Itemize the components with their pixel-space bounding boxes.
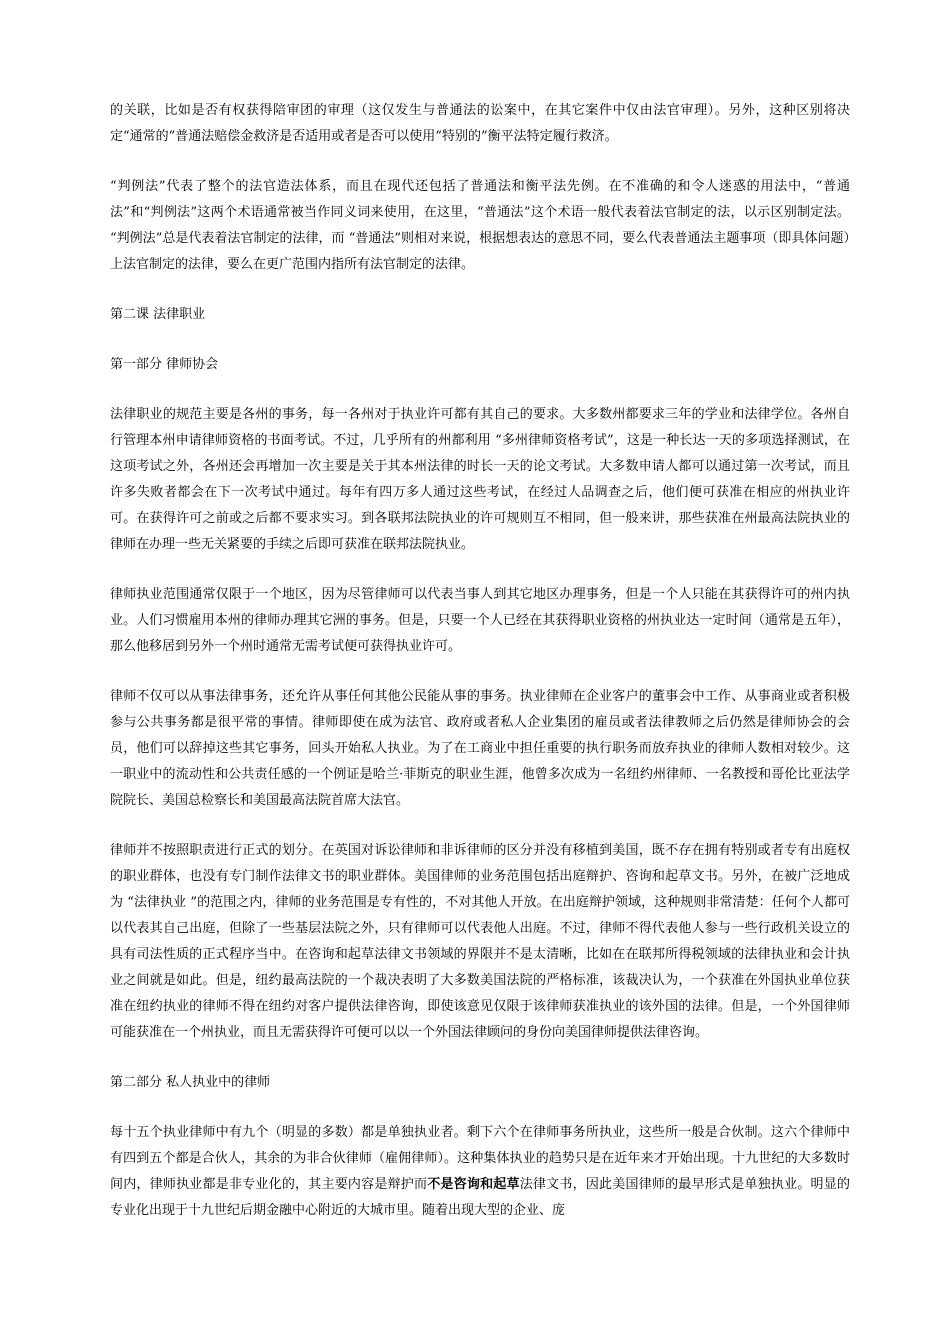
paragraph-jury-trial: 的关联，比如是否有权获得陪审团的审理（这仅发生与普通法的讼案中，在其它案件中仅由法官审理）。另外，这种区别将决定“通常的”普通法赔偿金救济是否适用或者是否可以使用“特别的”衡平法特定履行救济。 <box>110 103 850 144</box>
paragraph-licensing: 法律职业的规范主要是各州的事务，每一各州对于执业许可都有其自己的要求。大多数州都要求三年的学业和法律学位。各州自行管理本州申请律师资格的书面考试。不过，几乎所有的州都利用 “多州律师资格考试”，这是一种长达一天的多项选择测试，在这项考试之外，各州还会再增加一次主要是关于其本州法律的时长一天的论文考试。大多数申请人都可以通过第一次考试，而且许多失败者都会在下一次考试中通过。每年有四万多人通过这些考试，在经过人品调查之后，他们便可获准在相应的州执业许可。在获得许可之前或之后都不要求实习。到各联邦法院执业的许可规则互不相同，但一般来讲，那些获准在州最高法院执业的律师在办理一些无关紧要的手续之后即可获准在联邦法院执业。 <box>110 407 850 552</box>
paragraph-other-affairs: 律师不仅可以从事法律事务，还允许从事任何其他公民能从事的事务。执业律师在企业客户的董事会中工作、从事商业或者积极参与公共事务都是很平常的事情。律师即使在成为法官、政府或者私人企业集团的雇员或者法律教师之后仍然是律师协会的会员，他们可以辞掉这些其它事务，回头开始私人执业。为了在工商业中担任重要的执行职务而放弃执业的律师人数相对较少。这一职业中的流动性和公共责任感的一个例证是哈兰·菲斯克的职业生涯，他曾多次成为一名纽约州律师、一名教授和哥伦比亚法学院院长、美国总检察长和美国最高法院首席大法官。 <box>110 689 850 808</box>
text-run: 法律文书，因此美国律师的最早形式是单独执业。明显的专业化出现于十九世纪后期金融中心附近的大城市里。随着出现大型的企业、庞 <box>110 1177 850 1218</box>
paragraph-solo-practitioners <box>110 1120 850 1224</box>
lesson-heading: 第二课 法律职业 <box>110 307 206 322</box>
section-heading-bar: 第一部分 律师协会 <box>110 357 219 372</box>
paragraph-case-law: “判例法”代表了整个的法官造法体系，而且在现代还包括了普通法和衡平法先例。在不准确的和令人迷惑的用法中，“普通法”和“判例法”这两个术语通常被当作同义词来使用，在这里，“普通法”这个术语一般代表着法官制定的法，以示区别制定法。 “判例法”总是代表着法官制定的法律，而 “普通法”则相对来说，根据想表达的意思不同，要么代表普通法主题事项（即具体问题）上法官制定的法律，要么在更广范围内指所有法官制定的法律。 <box>110 179 850 272</box>
section-heading-private-practice: 第二部分 私人执业中的律师 <box>110 1075 271 1090</box>
paragraph-practice-scope: 律师执业范围通常仅限于一个地区，因为尽管律师可以代表当事人到其它地区办理事务，但是一个人只能在其获得许可的州内执业。人们习惯雇用本州的律师办理其它洲的事务。但是，只要一个人已经在其获得职业资格的州执业达一定时间（通常是五年），那么他移居到另外一个州时通常无需考试便可获得执业许可。 <box>110 587 850 654</box>
bold-text-run: 不是咨询和起草 <box>427 1177 520 1192</box>
document-page <box>110 98 850 1248</box>
text-run: 每十五个执业律师中有九个（明显的多数）都是单独执业者。剩下六个在律师事务所执业，这些所一般是合伙制。这六个律师中有四到五个都是合伙人，其余的为非合伙律师（雇佣律师）。这种集体执业的趋势只是在近年来才开始出现。十九世纪的大多数时间内，律师执业都是非专业化的，其主要内容是辩护而 <box>110 1125 850 1192</box>
paragraph-division: 律师并不按照职责进行正式的划分。在英国对诉讼律师和非诉律师的区分并没有移植到美国，既不存在拥有特别或者专有出庭权的职业群体，也没有专门制作法律文书的职业群体。美国律师的业务范围包括出庭辩护、咨询和起草文书。另外，在被广泛地成为 “法律执业 ”的范围之内，律师的业务范围是专有性的，不对其他人开放。在出庭辩护领域，这种规则非常清楚：任何个人都可以代表其自己出庭，但除了一些基层法院之外，只有律师可以代表他人出庭。不过，律师不得代表他人参与一些行政机关设立的具有司法性质的正式程序当中。在咨询和起草法律文书领域的界限并不是太清晰，比如在在联邦所得税领域的法律执业和会计执业之间就是如此。但是，纽约最高法院的一个裁决表明了大多数美国法院的严格标准，该裁决认为，一个获准在外国执业单位获准在纽约执业的律师不得在纽约对客户提供法律咨询，即使该意见仅限于该律师获准执业的该外国的法律。但是，一个外国律师可能获准在一个州执业，而且无需获得许可便可以以一个外国法律顾问的身份向美国律师提供法律咨询。 <box>110 843 850 1040</box>
